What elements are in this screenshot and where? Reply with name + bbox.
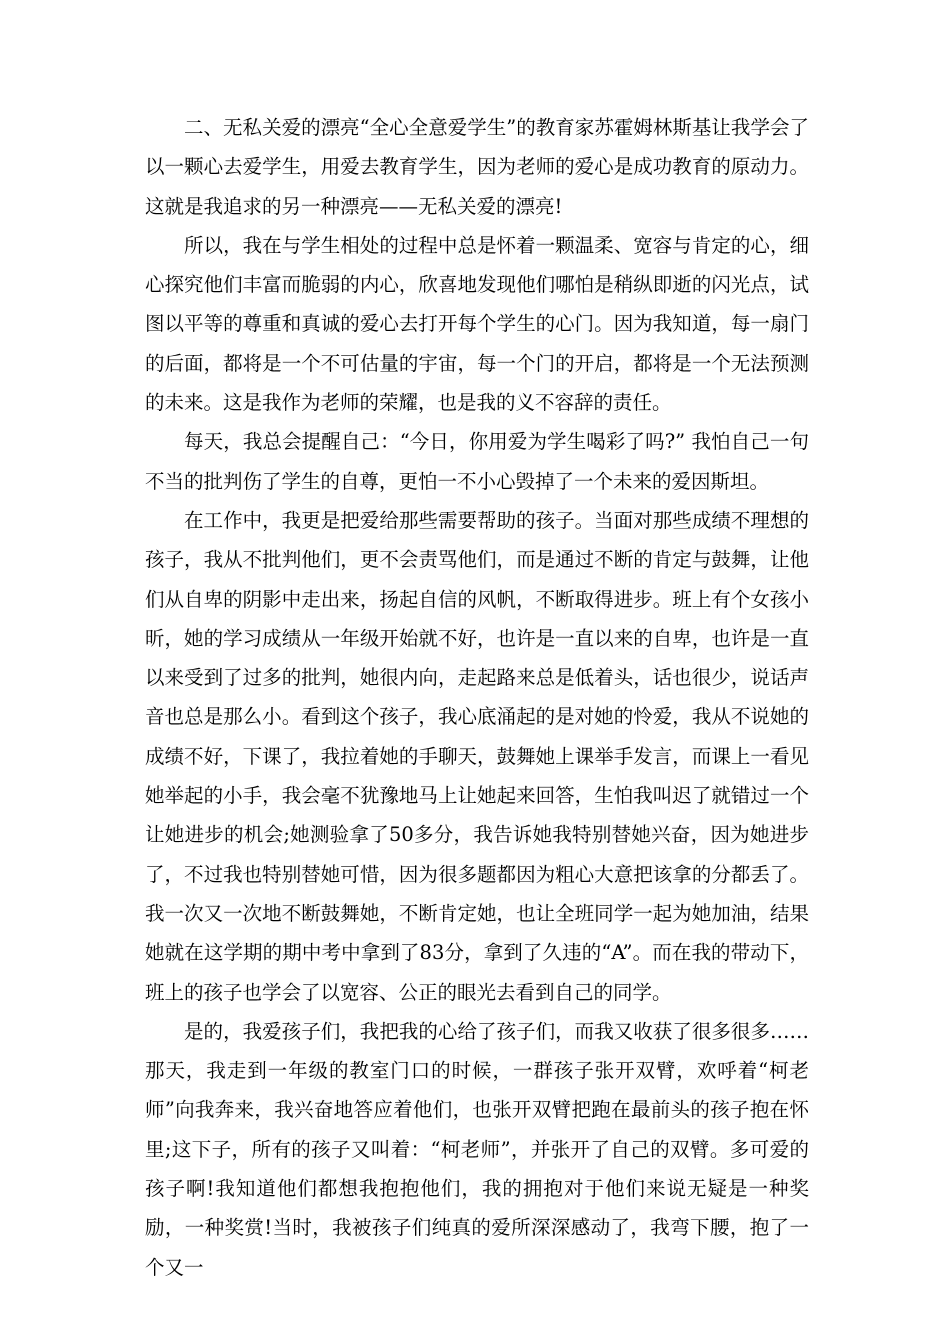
document-body <box>145 108 809 1287</box>
paragraph-helping-children: 在工作中，我更是把爱给那些需要帮助的孩子。当面对那些成绩不理想的孩子，我从不批判他们，更不会责骂他们，而是通过不断的肯定与鼓舞，让他们从自卑的阴影中走出来，扬起自信的风帆，不断取得进步。班上有个女孩小昕，她的学习成绩从一年级开始就不好，也许是一直以来的自卑，也许是一直以来受到了过多的批判，她很内向，走起路来总是低着头，话也很少，说话声音也总是那么小。看到这个孩子，我心底涌起的是对她的怜爱，我从不说她的成绩不好，下课了，我拉着她的手聊天，鼓舞她上课举手发言，而课上一看见她举起的小手，我会毫不犹豫地马上让她起来回答，生怕我叫迟了就错过一个让她进步的机会;她测验拿了50多分，我告诉她我特别替她兴奋，因为她进步了，不过我也特别替她可惜，因为很多题都因为粗心大意把该拿的分都丢了。我一次又一次地不断鼓舞她，不断肯定她，也让全班同学一起为她加油，结果她就在这学期的期中考中拿到了83分，拿到了久违的“A”。而在我的带动下，班上的孩子也学会了以宽容、公正的眼光去看到自己的同学。 <box>145 508 809 1004</box>
paragraph-open-hearts: 所以，我在与学生相处的过程中总是怀着一颗温柔、宽容与肯定的心，细心探究他们丰富而脆弱的内心，欣喜地发现他们哪怕是稍纵即逝的闪光点，试图以平等的尊重和真诚的爱心去打开每个学生的心门。因为我知道，每一扇门的后面，都将是一个不可估量的宇宙，每一个门的开启，都将是一个无法预测的未来。这是我作为老师的荣耀，也是我的义不容辞的责任。 <box>145 233 809 415</box>
paragraph-selfless-love: 二、无私关爱的漂亮“全心全意爱学生”的教育家苏霍姆林斯基让我学会了以一颗心去爱学生，用爱去教育学生，因为老师的爱心是成功教育的原动力。这就是我追求的另一种漂亮——无私关爱的漂亮! <box>145 116 809 218</box>
paragraph-love-returned: 是的，我爱孩子们，我把我的心给了孩子们，而我又收获了很多很多……那天，我走到一年级的教室门口的时候，一群孩子张开双臂，欢呼着“柯老师”向我奔来，我兴奋地答应着他们，也张开双臂把跑在最前头的孩子抱在怀里;这下子，所有的孩子又叫着：“柯老师”，并张开了自己的双臂。多可爱的孩子啊!我知道他们都想我抱抱他们，我的拥抱对于他们来说无疑是一种奖励，一种奖赏!当时，我被孩子们纯真的爱所深深感动了，我弯下腰，抱了一个又一 <box>145 1019 809 1279</box>
paragraph-daily-reminder: 每天，我总会提醒自己：“今日，你用爱为学生喝彩了吗?” 我怕自己一句不当的批判伤了学生的自尊，更怕一不小心毁掉了一个未来的爱因斯坦。 <box>145 430 809 493</box>
